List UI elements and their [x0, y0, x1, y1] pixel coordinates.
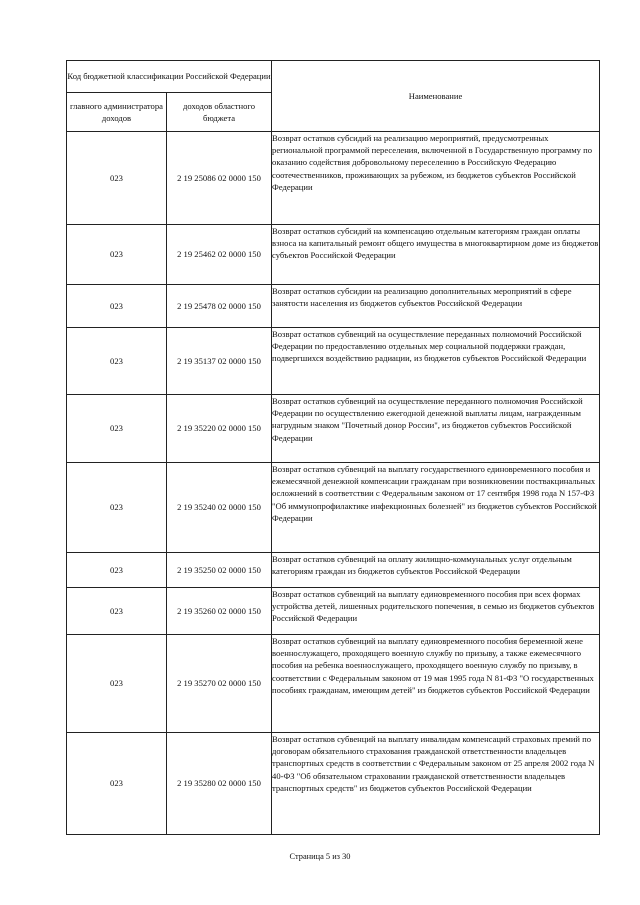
table-row	[67, 635, 600, 733]
admin-code-cell: 023	[67, 635, 167, 733]
income-name-cell: Возврат остатков субсидий на компенсацию отдельным категориям граждан оплаты взноса на капитальный ремонт общего имущества в многоквартирном доме из бюджетов субъектов Российской Федерации	[272, 225, 600, 285]
table-row	[67, 328, 600, 395]
income-name-cell: Возврат остатков субвенций на осуществление переданных полномочий Российской Федерации по предоставлению отдельных мер социальной поддержки граждан, подвергшихся воздействию радиации, из бюджетов субъектов Российской Федерации	[272, 328, 600, 395]
income-name-cell: Возврат остатков субвенций на выплату единовременного пособия беременной жене военнослужащего, проходящего военную службу по призыву, а также ежемесячного пособия на ребенка военнослужащего, проходящего военную службу по призыву, в соответствии с Федеральным законом от 19 мая 1995 года N 81-ФЗ "О государственных пособиях гражданам, имеющим детей" из бюджетов субъектов Российской Федерации	[272, 635, 600, 733]
admin-code-cell: 023	[67, 395, 167, 463]
income-code-cell: 2 19 35250 02 0000 150	[167, 553, 272, 588]
income-name-cell: Возврат остатков субвенций на осуществление переданного полномочия Российской Федерации по осуществлению ежегодной денежной выплаты лицам, награжденным нагрудным знаком "Почетный донор России", из бюджетов субъектов Российской Федерации	[272, 395, 600, 463]
income-code-cell: 2 19 35260 02 0000 150	[167, 588, 272, 635]
table-row	[67, 588, 600, 635]
admin-code-cell: 023	[67, 225, 167, 285]
name-column-header: Наименование	[272, 61, 600, 132]
income-column-header: доходов областного бюджета	[167, 93, 272, 132]
table-row	[67, 553, 600, 588]
income-code-cell: 2 19 25086 02 0000 150	[167, 132, 272, 225]
table-row	[67, 285, 600, 328]
income-code-cell: 2 19 25478 02 0000 150	[167, 285, 272, 328]
admin-code-cell: 023	[67, 588, 167, 635]
admin-code-cell: 023	[67, 463, 167, 553]
admin-code-cell: 023	[67, 132, 167, 225]
income-name-cell: Возврат остатков субвенций на выплату государственного единовременного пособия и ежемесячной денежной компенсации гражданам при возникновении поствакцинальных осложнений в соответствии с Федеральным законом от 17 сентября 1998 года N 157-ФЗ "Об иммунопрофилактике инфекционных болезней" из бюджетов субъектов Российской Федерации	[272, 463, 600, 553]
admin-code-cell: 023	[67, 733, 167, 835]
income-name-cell: Возврат остатков субсидии на реализацию дополнительных мероприятий в сфере занятости населения из бюджетов субъектов Российской Федерации	[272, 285, 600, 328]
table-header-row	[67, 61, 600, 93]
table-row	[67, 132, 600, 225]
table-row	[67, 733, 600, 835]
income-code-cell: 2 19 35270 02 0000 150	[167, 635, 272, 733]
table-row	[67, 225, 600, 285]
income-code-cell: 2 19 35220 02 0000 150	[167, 395, 272, 463]
income-code-cell: 2 19 35280 02 0000 150	[167, 733, 272, 835]
income-name-cell: Возврат остатков субвенций на оплату жилищно-коммунальных услуг отдельным категориям граждан из бюджетов субъектов Российской Федерации	[272, 553, 600, 588]
income-code-cell: 2 19 35240 02 0000 150	[167, 463, 272, 553]
income-code-cell: 2 19 35137 02 0000 150	[167, 328, 272, 395]
admin-code-cell: 023	[67, 553, 167, 588]
admin-column-header: главного администратора доходов	[67, 93, 167, 132]
table-row	[67, 463, 600, 553]
income-name-cell: Возврат остатков субсидий на реализацию мероприятий, предусмотренных региональной программой переселения, включенной в Государственную программу по оказанию содействия добровольному переселению в Российскую Федерацию соотечественников, проживающих за рубежом, из бюджетов субъектов Российской Федерации	[272, 132, 600, 225]
income-name-cell: Возврат остатков субвенций на выплату единовременного пособия при всех формах устройства детей, лишенных родительского попечения, в семью из бюджетов субъектов Российской Федерации	[272, 588, 600, 635]
page-number: Страница 5 из 30	[289, 852, 351, 861]
income-name-cell: Возврат остатков субвенций на выплату инвалидам компенсаций страховых премий по договорам обязательного страхования гражданской ответственности владельцев транспортных средств в соответствии с Федеральным законом от 25 апреля 2002 года N 40-ФЗ "Об обязательном страховании гражданской ответственности владельцев транспортных средств" из бюджетов субъектов Российской Федерации	[272, 733, 600, 835]
income-code-cell: 2 19 25462 02 0000 150	[167, 225, 272, 285]
classification-group-header: Код бюджетной классификации Российской Федерации	[67, 61, 272, 93]
budget-classification-table	[66, 60, 600, 835]
admin-code-cell: 023	[67, 285, 167, 328]
admin-code-cell: 023	[67, 328, 167, 395]
table-row	[67, 395, 600, 463]
table-body	[67, 132, 600, 835]
